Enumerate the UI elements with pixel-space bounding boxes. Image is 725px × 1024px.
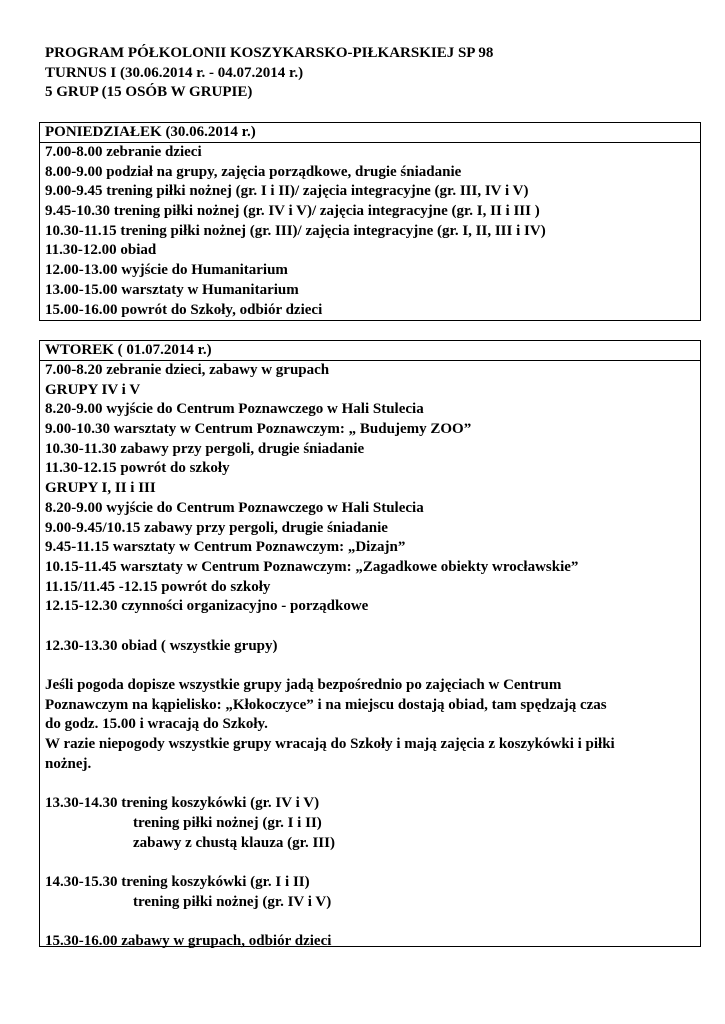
schedule-item: 9.00-10.30 warsztaty w Centrum Poznawczym: „ Budujemy ZOO” [45, 421, 472, 438]
schedule-item: 12.00-13.00 wyjście do Humanitarium [45, 262, 288, 279]
bad-weather-note-line: nożnej. [45, 755, 92, 772]
schedule-item: 11.30-12.15 powrót do szkoły [45, 460, 230, 477]
schedule-item: 9.00-9.45 trening piłki nożnej (gr. I i II)/ zajęcia integracyjne (gr. III, IV i V) [45, 183, 529, 200]
schedule-item: 11.30-12.00 obiad [45, 242, 157, 259]
schedule-item: 15.00-16.00 powrót do Szkoły, odbiór dzieci [45, 301, 323, 318]
session-item: 14.30-15.30 trening koszykówki (gr. I i II) [45, 873, 310, 890]
group-heading: GRUPY I, II i III [45, 480, 156, 497]
session-item: 13.30-14.30 trening koszykówki (gr. IV i V) [45, 795, 320, 812]
monday-schedule-box [39, 122, 701, 321]
spacer [45, 656, 700, 676]
schedule-item: 8.00-9.00 podział na grupy, zajęcia porządkowe, drugie śniadanie [45, 163, 462, 180]
schedule-item: 10.15-11.45 warsztaty w Centrum Poznawczym: „Zagadkowe obiekty wrocławskie” [45, 558, 579, 575]
weather-note-line: do godz. 15.00 i wracają do Szkoły. [45, 716, 268, 733]
schedule-item: 8.20-9.00 wyjście do Centrum Poznawczego w Hali Stulecia [45, 499, 424, 516]
spacer [45, 617, 700, 637]
schedule-item: 12.15-12.30 czynności organizacyjno - porządkowe [45, 598, 369, 615]
tuesday-items [40, 361, 700, 952]
session-subitem: zabawy z chustą klauza (gr. III) [133, 834, 335, 851]
weather-note-line: Poznawczym na kąpielisko: „Kłokoczyce” i na miejscu dostają obiad, tam spędzają czas [45, 696, 607, 713]
schedule-item: 7.00-8.00 zebranie dzieci [45, 144, 202, 160]
session-subitem: trening piłki nożnej (gr. I i II) [133, 814, 322, 831]
tuesday-title: WTOREK ( 01.07.2014 r.) [40, 341, 700, 361]
tuesday-schedule-box [39, 340, 701, 947]
final-item: 15.30-16.00 zabawy w grupach, odbiór dzieci [45, 932, 332, 949]
schedule-item: 9.45-10.30 trening piłki nożnej (gr. IV i V)/ zajęcia integracyjne (gr. I, II i III ) [45, 203, 540, 220]
monday-items [40, 143, 700, 320]
program-title: PROGRAM PÓŁKOLONII KOSZYKARSKO-PIŁKARSKIEJ SP 98 [45, 45, 494, 61]
turnus-dates: TURNUS I (30.06.2014 r. - 04.07.2014 r.) [45, 64, 304, 81]
session-subitem: trening piłki nożnej (gr. IV i V) [133, 893, 332, 910]
monday-title: PONIEDZIAŁEK (30.06.2014 r.) [40, 123, 700, 143]
document-header [45, 44, 493, 103]
schedule-item: 10.30-11.15 trening piłki nożnej (gr. III)/ zajęcia integracyjne (gr. I, II, III i IV) [45, 222, 546, 239]
schedule-item: 9.00-9.45/10.15 zabawy przy pergoli, drugie śniadanie [45, 519, 388, 536]
schedule-item: 8.20-9.00 wyjście do Centrum Poznawczego w Hali Stulecia [45, 401, 424, 418]
spacer [45, 853, 700, 873]
lunch-item: 12.30-13.30 obiad ( wszystkie grupy) [45, 637, 278, 654]
bad-weather-note-line: W razie niepogody wszystkie grupy wracają do Szkoły i mają zajęcia z koszykówki i piłki [45, 736, 615, 753]
schedule-item: 7.00-8.20 zebranie dzieci, zabawy w grupach [45, 362, 330, 378]
spacer [45, 912, 700, 932]
schedule-item: 10.30-11.30 zabawy przy pergoli, drugie śniadanie [45, 440, 365, 457]
spacer [45, 774, 700, 794]
schedule-item: 13.00-15.00 warsztaty w Humanitarium [45, 281, 299, 298]
weather-note-line: Jeśli pogoda dopisze wszystkie grupy jadą bezpośrednio po zajęciach w Centrum [45, 677, 562, 693]
schedule-item: 9.45-11.15 warsztaty w Centrum Poznawczym: „Dizajn” [45, 539, 406, 556]
group-heading: GRUPY IV i V [45, 381, 141, 398]
group-info: 5 GRUP (15 OSÓB W GRUPIE) [45, 84, 253, 100]
schedule-item: 11.15/11.45 -12.15 powrót do szkoły [45, 578, 271, 595]
